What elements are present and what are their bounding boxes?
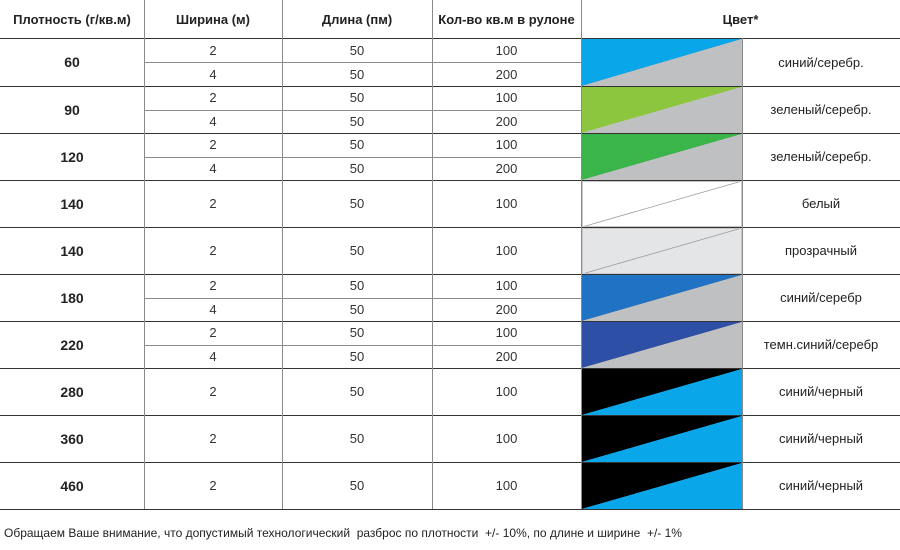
length-cell: 50 <box>349 160 365 176</box>
area-cell: 200 <box>495 113 518 129</box>
column-divider <box>144 274 145 321</box>
density-cell: 140 <box>60 242 84 259</box>
area-cell: 100 <box>495 243 518 258</box>
width-cell: 2 <box>209 431 217 446</box>
area-cell: 100 <box>495 278 518 294</box>
column-divider <box>742 180 743 227</box>
width-cell: 2 <box>209 325 217 341</box>
column-divider <box>282 321 283 368</box>
width-cell: 2 <box>209 278 217 294</box>
width-cell: 2 <box>209 478 217 493</box>
column-divider <box>282 415 283 462</box>
width-cell: 2 <box>209 384 217 399</box>
area-cell: 100 <box>495 137 518 153</box>
length-cell: 50 <box>349 90 365 106</box>
color-swatch <box>582 228 742 274</box>
column-divider <box>144 415 145 462</box>
header-length: Длина (пм) <box>321 11 393 27</box>
footnote: Обращаем Ваше внимание, что допустимый технологический разброс по плотности +/- 10%, по длине и ширине +/- 1% <box>4 526 682 540</box>
density-cell: 460 <box>60 477 84 494</box>
area-cell: 100 <box>495 478 518 493</box>
area-cell: 200 <box>495 66 518 82</box>
density-cell: 60 <box>64 54 80 70</box>
color-swatch <box>582 39 742 86</box>
color-swatch <box>582 87 742 133</box>
length-cell: 50 <box>349 243 365 258</box>
column-divider <box>581 38 582 86</box>
area-cell: 200 <box>495 301 518 317</box>
column-divider <box>282 86 283 133</box>
header-width: Ширина (м) <box>176 11 250 27</box>
column-divider <box>144 368 145 415</box>
column-divider <box>581 368 582 415</box>
area-cell: 100 <box>495 325 518 341</box>
length-cell: 50 <box>349 113 365 129</box>
column-divider <box>581 415 582 462</box>
length-cell: 50 <box>349 301 365 317</box>
length-cell: 50 <box>349 325 365 341</box>
column-divider <box>282 274 283 321</box>
column-divider <box>742 274 743 321</box>
column-divider <box>432 180 433 227</box>
header-divider <box>282 0 283 38</box>
column-divider <box>282 38 283 86</box>
color-swatch <box>582 134 742 180</box>
column-divider <box>581 274 582 321</box>
color-swatch <box>582 463 742 509</box>
subrow-divider <box>144 298 581 299</box>
density-cell: 120 <box>60 148 84 165</box>
header-divider <box>144 0 145 38</box>
length-cell: 50 <box>349 431 365 446</box>
column-divider <box>432 274 433 321</box>
column-divider <box>581 180 582 227</box>
column-divider <box>282 227 283 274</box>
length-cell: 50 <box>349 42 365 58</box>
length-cell: 50 <box>349 66 365 82</box>
column-divider <box>144 321 145 368</box>
column-divider <box>144 133 145 180</box>
area-cell: 100 <box>495 384 518 399</box>
color-name-cell: синий/черный <box>778 384 864 399</box>
column-divider <box>742 462 743 509</box>
header-divider <box>581 0 582 38</box>
length-cell: 50 <box>349 384 365 399</box>
density-cell: 180 <box>60 289 84 306</box>
length-cell: 50 <box>349 137 365 153</box>
column-divider <box>432 368 433 415</box>
column-divider <box>282 368 283 415</box>
area-cell: 100 <box>495 196 518 211</box>
color-name-cell: белый <box>801 196 841 211</box>
color-name-cell: синий/серебр <box>780 290 862 305</box>
subrow-divider <box>144 345 581 346</box>
column-divider <box>581 227 582 274</box>
column-divider <box>742 133 743 180</box>
column-divider <box>282 133 283 180</box>
density-cell: 280 <box>60 383 84 400</box>
area-cell: 200 <box>495 348 518 364</box>
width-cell: 4 <box>209 66 217 82</box>
area-cell: 200 <box>495 160 518 176</box>
color-name-cell: синий/серебр. <box>778 54 864 70</box>
length-cell: 50 <box>349 478 365 493</box>
subrow-divider <box>144 157 581 158</box>
column-divider <box>581 321 582 368</box>
column-divider <box>581 86 582 133</box>
width-cell: 4 <box>209 301 217 317</box>
width-cell: 4 <box>209 348 217 364</box>
column-divider <box>742 38 743 86</box>
color-swatch <box>582 275 742 321</box>
column-divider <box>581 133 582 180</box>
column-divider <box>742 415 743 462</box>
column-divider <box>144 38 145 86</box>
group-divider <box>0 509 900 510</box>
color-name-cell: темн.синий/серебр <box>763 337 879 352</box>
column-divider <box>742 321 743 368</box>
color-name-cell: синий/черный <box>778 478 864 493</box>
area-cell: 100 <box>495 431 518 446</box>
column-divider <box>742 227 743 274</box>
column-divider <box>282 180 283 227</box>
column-divider <box>282 462 283 509</box>
column-divider <box>144 462 145 509</box>
width-cell: 4 <box>209 113 217 129</box>
color-swatch <box>582 181 742 227</box>
area-cell: 100 <box>495 90 518 106</box>
subrow-divider <box>144 62 581 63</box>
density-cell: 140 <box>60 195 84 212</box>
color-swatch <box>582 416 742 462</box>
color-name-cell: зеленый/серебр. <box>770 102 872 117</box>
column-divider <box>432 227 433 274</box>
width-cell: 4 <box>209 160 217 176</box>
color-swatch <box>582 322 742 368</box>
width-cell: 2 <box>209 137 217 153</box>
color-name-cell: зеленый/серебр. <box>770 149 872 164</box>
length-cell: 50 <box>349 348 365 364</box>
color-swatch <box>582 369 742 415</box>
column-divider <box>144 86 145 133</box>
column-divider <box>742 86 743 133</box>
width-cell: 2 <box>209 243 217 258</box>
header-area: Кол-во кв.м в рулоне <box>438 11 575 27</box>
column-divider <box>432 462 433 509</box>
width-cell: 2 <box>209 90 217 106</box>
column-divider <box>432 86 433 133</box>
density-cell: 360 <box>60 430 84 447</box>
color-name-cell: прозрачный <box>784 243 858 258</box>
column-divider <box>432 321 433 368</box>
column-divider <box>432 415 433 462</box>
length-cell: 50 <box>349 278 365 294</box>
column-divider <box>432 38 433 86</box>
length-cell: 50 <box>349 196 365 211</box>
color-name-cell: синий/черный <box>778 431 864 446</box>
subrow-divider <box>144 110 581 111</box>
density-cell: 220 <box>60 336 84 353</box>
column-divider <box>144 180 145 227</box>
column-divider <box>432 133 433 180</box>
column-divider <box>742 368 743 415</box>
density-cell: 90 <box>64 101 80 118</box>
header-density: Плотность (г/кв.м) <box>13 11 131 27</box>
width-cell: 2 <box>209 42 217 58</box>
column-divider <box>581 462 582 509</box>
area-cell: 100 <box>495 42 518 58</box>
header-color: Цвет* <box>722 11 759 27</box>
header-divider <box>432 0 433 38</box>
column-divider <box>144 227 145 274</box>
width-cell: 2 <box>209 196 217 211</box>
